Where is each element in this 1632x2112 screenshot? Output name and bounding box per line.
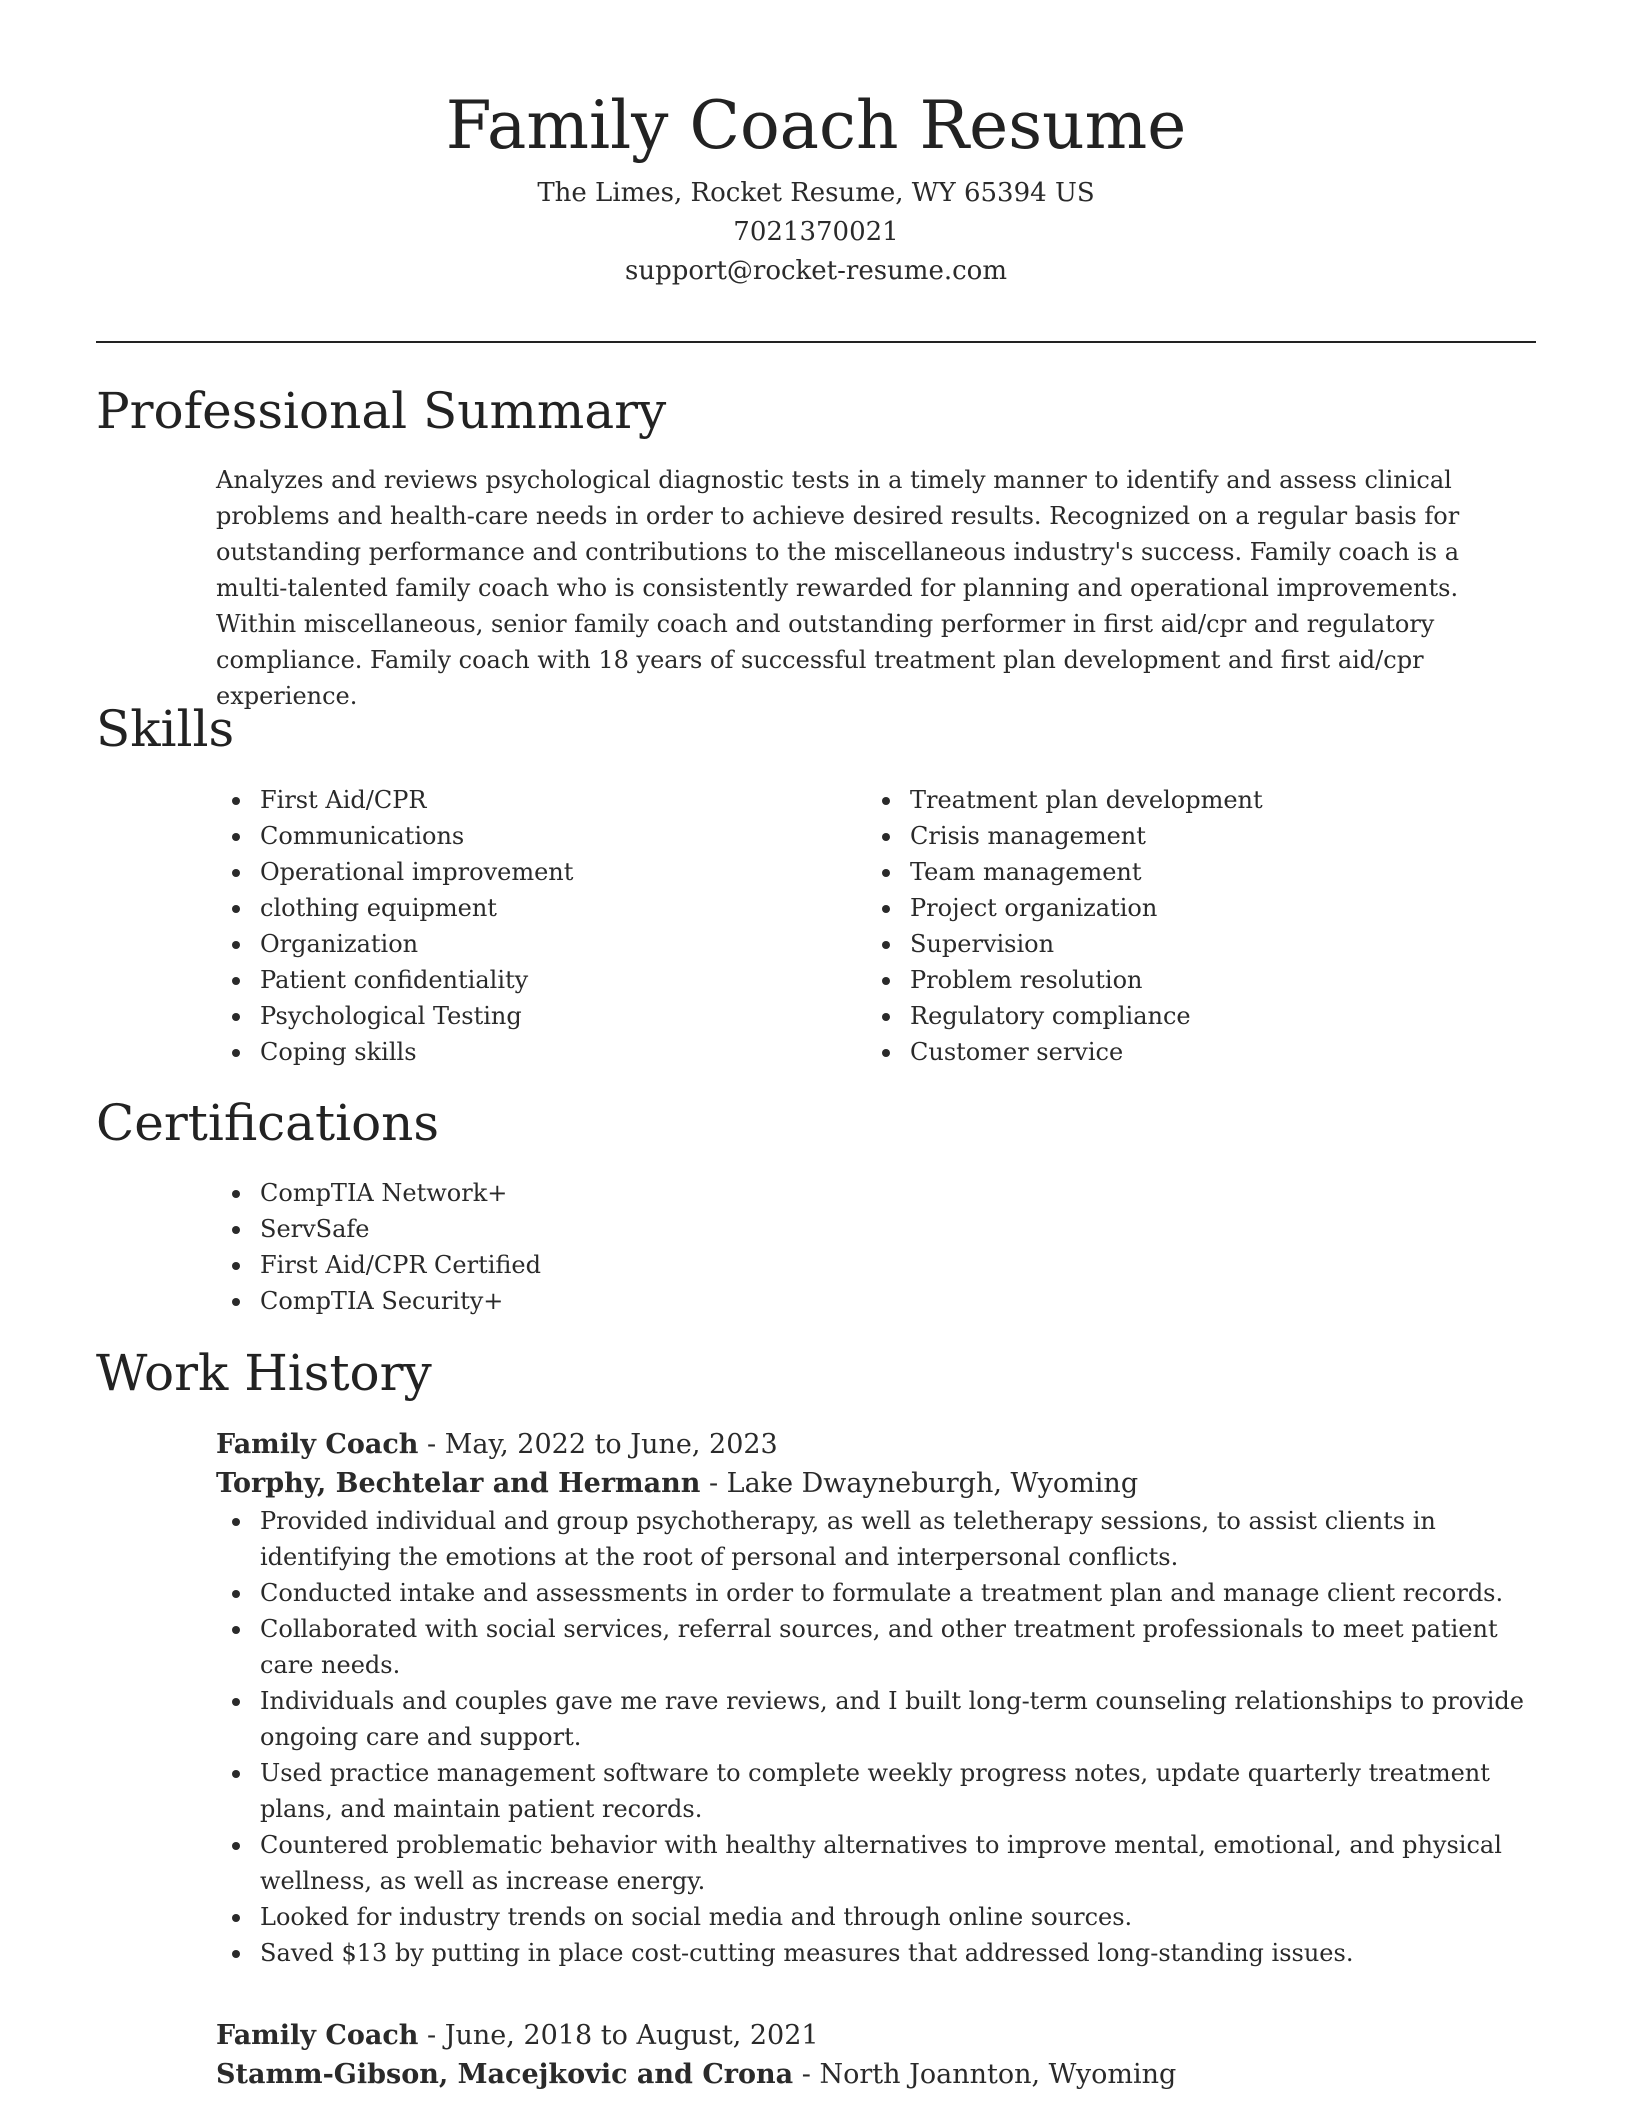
contact-email: support@rocket-resume.com bbox=[624, 256, 1007, 286]
skill-item: Team management bbox=[866, 854, 1506, 890]
summary-text: Analyzes and reviews psychological diagnostic tests in a timely manner to identify and assess clinical problems and health-care needs in order to achieve desired results. Recognized on a regular basis for outstanding performance and contributions to the miscellaneous industry's success. Family coach is a multi-talented family coach who is consistently rewarded for planning and operational improvements. Within miscellaneous, senior family coach and outstanding performer in first aid/cpr and regulatory compliance. Family coach with 18 years of successful treatment plan development and first aid/cpr experience. bbox=[216, 466, 1460, 710]
skill-item: Treatment plan development bbox=[866, 782, 1506, 818]
skill-item: First Aid/CPR bbox=[216, 782, 856, 818]
summary-heading: Professional Summary bbox=[96, 382, 667, 440]
job-duty-item: Conducted intake and assessments in order to formulate a treatment plan and manage client records. bbox=[216, 1575, 1536, 1611]
job-duty-item: Provided individual and group psychotherapy, as well as teletherapy sessions, to assist clients in identifying the emotions at the root of personal and interpersonal conflicts. bbox=[216, 1503, 1536, 1575]
skill-item: Problem resolution bbox=[866, 962, 1506, 998]
header-divider bbox=[96, 341, 1536, 343]
skill-item: Customer service bbox=[866, 1034, 1506, 1070]
skills-column-right bbox=[866, 782, 1506, 1070]
job-location: - Lake Dwayneburgh, Wyoming bbox=[700, 1468, 1139, 1499]
job-company-line bbox=[216, 1464, 1536, 1503]
resume-title: Family Coach Resume bbox=[445, 87, 1187, 164]
job-title: Family Coach bbox=[216, 1429, 419, 1460]
job-duty-item: Countered problematic behavior with healthy alternatives to improve mental, emotional, and physical wellness, as well as increase energy. bbox=[216, 1827, 1536, 1899]
job-company: Stamm-Gibson, Macejkovic and Crona bbox=[216, 2059, 794, 2090]
certifications-heading: Certifications bbox=[96, 1094, 440, 1152]
skills-list-right bbox=[866, 782, 1506, 1070]
certification-item: ServSafe bbox=[216, 1211, 1216, 1247]
skill-item: Patient confidentiality bbox=[216, 962, 856, 998]
skill-item: Psychological Testing bbox=[216, 998, 856, 1034]
certification-item: CompTIA Security+ bbox=[216, 1283, 1216, 1319]
job-entry bbox=[216, 2016, 1536, 2094]
job-dates: - May, 2022 to June, 2023 bbox=[418, 1429, 778, 1460]
job-company: Torphy, Bechtelar and Hermann bbox=[216, 1468, 701, 1499]
job-title-line bbox=[216, 1425, 1536, 1464]
skills-heading: Skills bbox=[96, 700, 235, 758]
job-company-line bbox=[216, 2055, 1536, 2094]
job-duty-item: Used practice management software to complete weekly progress notes, update quarterly treatment plans, and maintain patient records. bbox=[216, 1755, 1536, 1827]
resume-header bbox=[96, 78, 1536, 291]
job-duty-item: Collaborated with social services, referral sources, and other treatment professionals to meet patient care needs. bbox=[216, 1611, 1536, 1683]
skill-item: clothing equipment bbox=[216, 890, 856, 926]
work-history-heading: Work History bbox=[96, 1344, 432, 1402]
job-dates: - June, 2018 to August, 2021 bbox=[418, 2020, 819, 2051]
certification-item: CompTIA Network+ bbox=[216, 1175, 1216, 1211]
job-duty-item: Individuals and couples gave me rave reviews, and I built long-term counseling relationships to provide ongoing care and support. bbox=[216, 1683, 1536, 1755]
job-title: Family Coach bbox=[216, 2020, 419, 2051]
skill-item: Coping skills bbox=[216, 1034, 856, 1070]
skill-item: Communications bbox=[216, 818, 856, 854]
skill-item: Crisis management bbox=[866, 818, 1506, 854]
job-entry bbox=[216, 1425, 1536, 1971]
contact-address: The Limes, Rocket Resume, WY 65394 US bbox=[537, 178, 1095, 208]
job-duty-item: Saved $13 by putting in place cost-cutting measures that addressed long-standing issues. bbox=[216, 1935, 1536, 1971]
skill-item: Operational improvement bbox=[216, 854, 856, 890]
certifications-block bbox=[216, 1175, 1216, 1319]
certification-item: First Aid/CPR Certified bbox=[216, 1247, 1216, 1283]
skills-column-left bbox=[216, 782, 856, 1070]
contact-phone: 7021370021 bbox=[733, 217, 899, 247]
job-duties-list bbox=[216, 1503, 1536, 1971]
skill-item: Regulatory compliance bbox=[866, 998, 1506, 1034]
job-location: - North Joannton, Wyoming bbox=[793, 2059, 1177, 2090]
skills-list-left bbox=[216, 782, 856, 1070]
job-title-line bbox=[216, 2016, 1536, 2055]
job-duty-item: Looked for industry trends on social media and through online sources. bbox=[216, 1899, 1536, 1935]
skill-item: Supervision bbox=[866, 926, 1506, 962]
skill-item: Project organization bbox=[866, 890, 1506, 926]
certifications-list bbox=[216, 1175, 1216, 1319]
skill-item: Organization bbox=[216, 926, 856, 962]
